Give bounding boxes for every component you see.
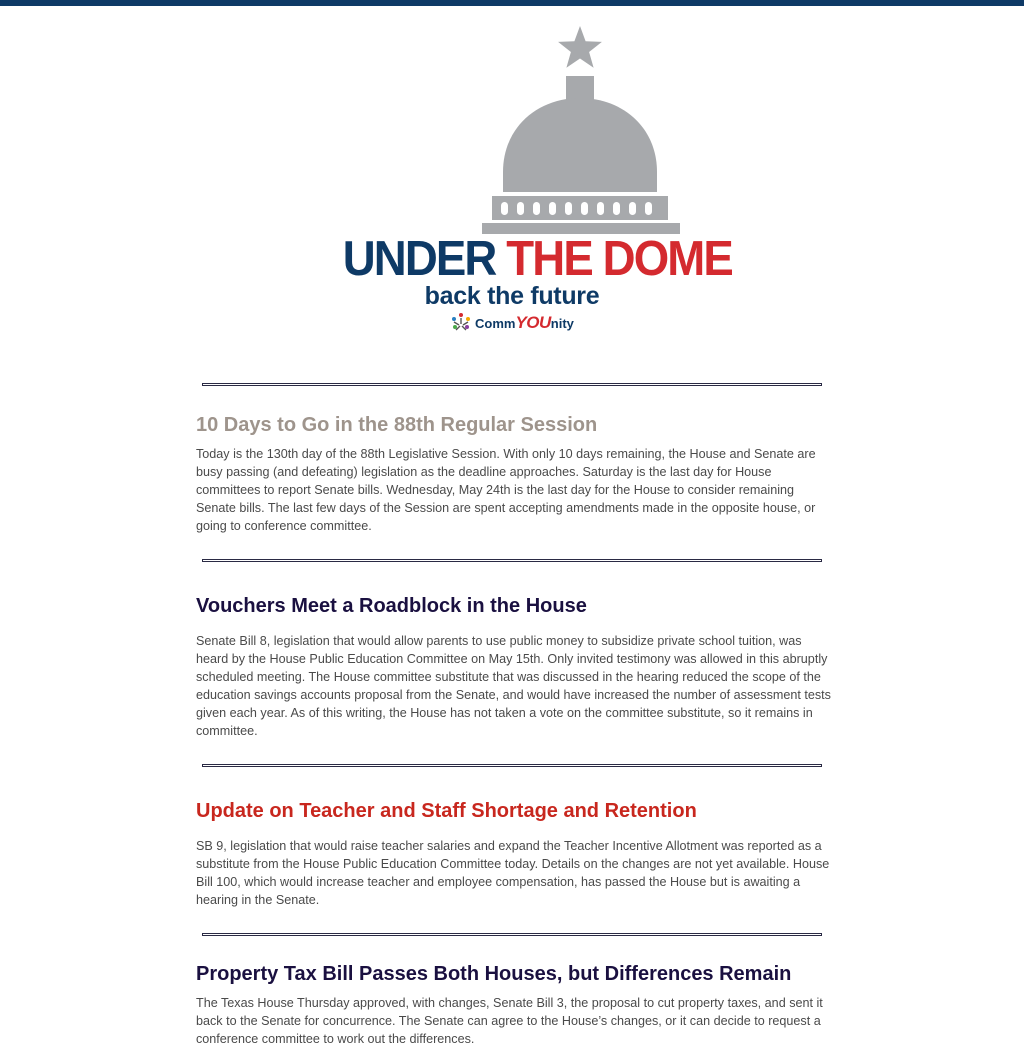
section-divider xyxy=(202,933,822,936)
brand-subtitle: back the future xyxy=(424,282,600,310)
community-text-suffix: nity xyxy=(550,315,574,331)
community-text-prefix: Comm xyxy=(475,315,516,331)
capitol-dome-icon xyxy=(330,24,694,244)
section-divider xyxy=(202,559,822,562)
community-people-icon xyxy=(450,312,472,334)
brand-title-the-dome: THE DOME xyxy=(506,232,732,286)
article-title-property-tax: Property Tax Bill Passes Both Houses, but Differences Remain xyxy=(196,963,792,985)
community-text-you: YOU xyxy=(515,313,551,332)
article-body-vouchers: Senate Bill 8, legislation that would allow parents to use public money to subsidize private school tuition, was heard by the House Public Education Committee on May 15th. Only invited testimony was allowed in this abruptly scheduled meeting. The House committee substitute that was discussed in the hearing reduced the scope of the education savings accounts proposal from the Senate, and would have increased the number of assessment tests given each year. As of this writing, the House has not taken a vote on the committee substitute, so it remains in committee. xyxy=(196,634,831,738)
newsletter-logo xyxy=(330,24,732,344)
star-icon xyxy=(558,26,602,68)
community-logo xyxy=(450,311,574,335)
brand-title-under: UNDER xyxy=(342,232,496,286)
article-body-session-countdown: Today is the 130th day of the 88th Legislative Session. With only 10 days remaining, the House and Senate are busy passing (and defeating) legislation as the deadline approaches. Saturday is the last day for House committees to report Senate bills. Wednesday, May 24th is the last day for the House to consider remaining Senate bills. The last few days of the Session are spent accepting amendments made in the opposite house, or going to conference committee. xyxy=(196,447,816,533)
brand-title xyxy=(342,232,732,286)
article-body-teacher-shortage: SB 9, legislation that would raise teacher salaries and expand the Teacher Incentive Allotment was reported as a substitute from the House Public Education Committee today. Details on the changes are not yet available. House Bill 100, which would increase teacher and employee compensation, has passed the House but is awaiting a hearing in the Senate. xyxy=(196,839,830,907)
section-divider xyxy=(202,383,822,386)
section-divider xyxy=(202,764,822,767)
article-body-property-tax: The Texas House Thursday approved, with changes, Senate Bill 3, the proposal to cut property taxes, and sent it back to the Senate for concurrence. The Senate can agree to the House’s changes, or it can decide to request a conference committee to work out the differences. xyxy=(196,996,823,1046)
article-title-vouchers: Vouchers Meet a Roadblock in the House xyxy=(196,595,587,617)
article-title-teacher-shortage: Update on Teacher and Staff Shortage and Retention xyxy=(196,800,697,822)
article-title-session-countdown: 10 Days to Go in the 88th Regular Session xyxy=(196,414,598,436)
top-accent-bar xyxy=(0,0,1024,6)
